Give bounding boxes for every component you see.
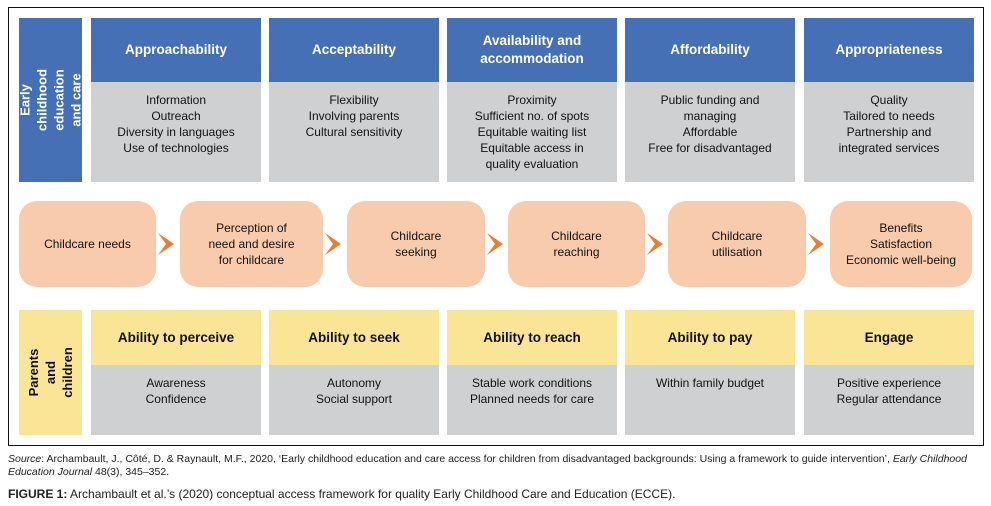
process-step-line: Perception of <box>216 221 287 235</box>
dimension-item: Use of technologies <box>123 141 229 155</box>
process-step-text <box>712 228 763 260</box>
chevron-arrow-icon <box>487 233 503 255</box>
ability-items <box>269 365 439 435</box>
process-step <box>508 201 645 287</box>
source-label: Source <box>8 453 42 465</box>
ability-header: Ability to perceive <box>91 310 261 365</box>
process-step-text <box>208 220 294 268</box>
source-journal: Early Childhood Education Journal <box>8 453 967 478</box>
dimension-item: Involving parents <box>308 109 400 123</box>
dimension-item: Cultural sensitivity <box>305 125 403 139</box>
process-step-text <box>391 228 442 260</box>
dimension-item: Affordable <box>682 125 738 139</box>
dimension-item: Equitable waiting list <box>477 125 587 139</box>
ability-items <box>804 365 974 435</box>
ability-item: Awareness <box>146 376 206 390</box>
dimension-item: managing <box>683 109 737 123</box>
process-step-line: for childcare <box>218 253 285 267</box>
dimension-header: Approachability <box>91 18 261 82</box>
process-step <box>668 201 806 287</box>
parents-row-label <box>19 310 82 435</box>
chevron-arrow-icon <box>808 233 824 255</box>
ability-header: Ability to reach <box>447 310 617 365</box>
process-step-line: Economic well-being <box>845 253 957 267</box>
dimension-item: Partnership and <box>846 125 932 139</box>
process-step-line: need and desire <box>208 237 295 251</box>
source-text: : Archambault, J., Côté, D. & Raynault, M.F., 2020, ‘Early childhood education and care access for children from disadvantaged backgrounds: Using a framework to guide intervention’, <box>41 453 893 465</box>
source-ref: 48(3), 345–352. <box>92 466 170 478</box>
ecec-row-label <box>19 18 82 182</box>
ability-item: Confidence <box>145 392 207 406</box>
ability-item: Within family budget <box>655 376 765 390</box>
dimension-header: Appropriateness <box>804 18 974 82</box>
process-step <box>180 201 323 287</box>
process-step-line: utilisation <box>711 245 762 259</box>
dimension-item: Diversity in languages <box>117 125 235 139</box>
process-step-line: Childcare needs <box>44 237 131 251</box>
ability-item: Planned needs for care <box>469 392 595 406</box>
ability-item: Stable work conditions <box>471 376 593 390</box>
dimension-items <box>804 82 974 182</box>
process-step-text <box>551 228 602 260</box>
chevron-arrow-icon <box>158 233 174 255</box>
process-step <box>347 201 485 287</box>
process-step <box>19 201 156 287</box>
ability-item: Social support <box>315 392 393 406</box>
figure-caption <box>8 487 675 501</box>
dimension-item: Flexibility <box>329 93 379 107</box>
dimension-item: Information <box>145 93 207 107</box>
dimension-items <box>269 82 439 182</box>
dimension-item: Outreach <box>151 109 201 123</box>
ecec-label-text: Early childhood education and care <box>17 68 84 132</box>
dimension-items <box>447 82 617 182</box>
dimension-item: Sufficient no. of spots <box>474 109 590 123</box>
dimension-item: integrated services <box>838 141 940 155</box>
dimension-item: Free for disadvantaged <box>648 141 772 155</box>
caption-label: FIGURE 1: <box>8 487 68 501</box>
ability-item: Positive experience <box>836 376 942 390</box>
dimension-items <box>625 82 795 182</box>
dimension-item: Proximity <box>507 93 557 107</box>
process-step-line: Benefits <box>879 221 923 235</box>
dimension-header: Affordability <box>625 18 795 82</box>
ability-header: Ability to seek <box>269 310 439 365</box>
dimension-item: Equitable access in <box>480 141 584 155</box>
ability-items <box>625 365 795 435</box>
process-step-line: reaching <box>553 245 600 259</box>
dimension-item: Quality <box>870 93 908 107</box>
process-step-text <box>846 220 956 268</box>
process-step-line: Childcare <box>711 229 763 243</box>
process-step-text <box>44 236 131 252</box>
dimension-header: Acceptability <box>269 18 439 82</box>
dimension-item: Tailored to needs <box>843 109 935 123</box>
process-step-line: Childcare <box>390 229 442 243</box>
ability-item: Autonomy <box>326 376 382 390</box>
ability-item: Regular attendance <box>836 392 942 406</box>
caption-text: Archambault et al.’s (2020) conceptual access framework for quality Early Childhood Care and Education (ECCE). <box>67 487 676 501</box>
chevron-arrow-icon <box>647 233 663 255</box>
dimension-header: Availability and accommodation <box>447 18 617 82</box>
ability-items <box>91 365 261 435</box>
process-step-line: seeking <box>395 245 437 259</box>
dimension-items <box>91 82 261 182</box>
source-note <box>8 453 988 479</box>
ability-header: Ability to pay <box>625 310 795 365</box>
chevron-arrow-icon <box>325 233 341 255</box>
dimension-item: Public funding and <box>660 93 760 107</box>
parents-label-text: Parents and children <box>26 347 75 398</box>
ability-items <box>447 365 617 435</box>
process-step-line: Satisfaction <box>869 237 933 251</box>
process-step-line: Childcare <box>551 229 602 243</box>
dimension-item: quality evaluation <box>485 157 579 171</box>
process-step <box>830 201 972 287</box>
ability-header: Engage <box>804 310 974 365</box>
